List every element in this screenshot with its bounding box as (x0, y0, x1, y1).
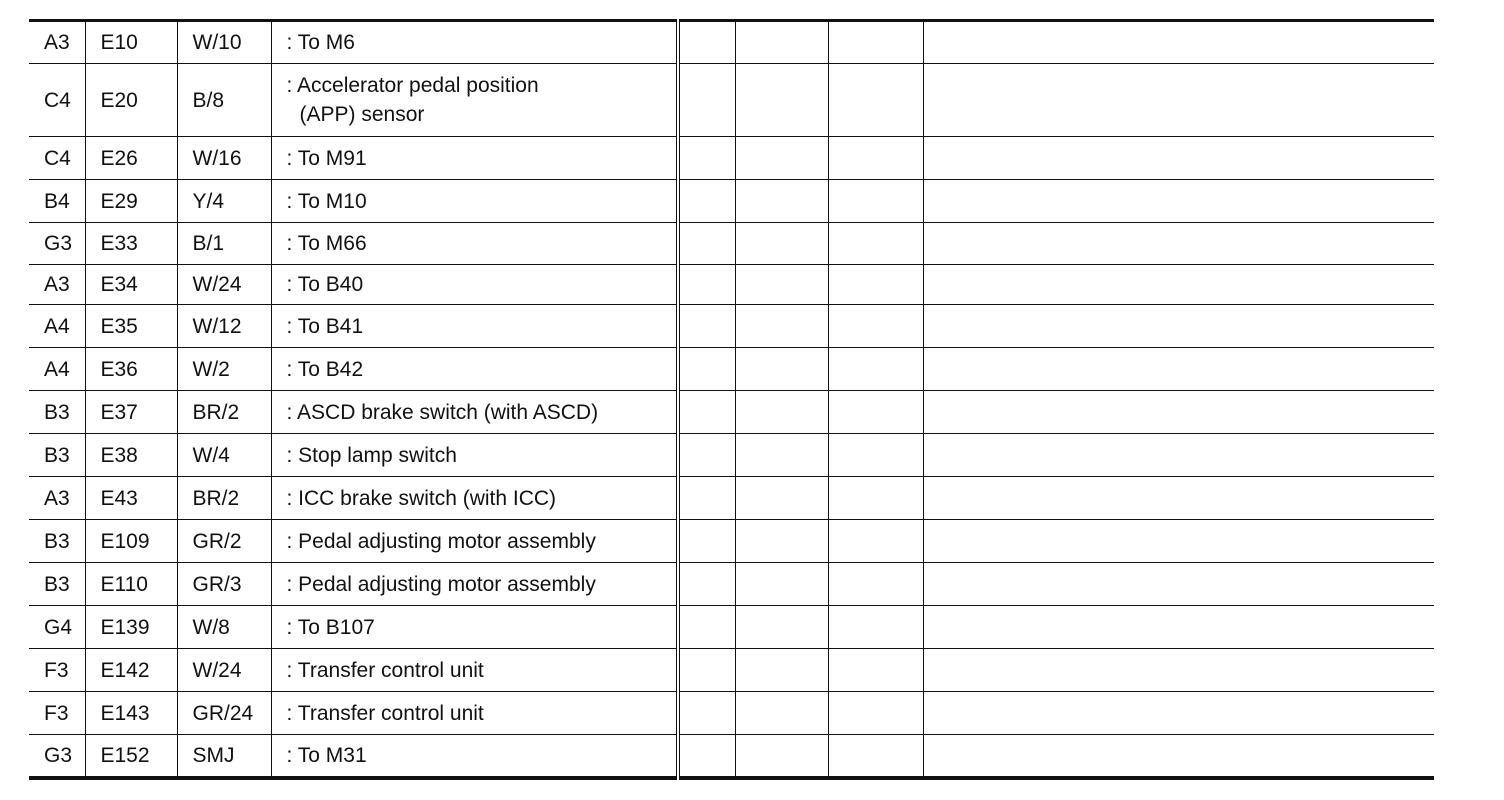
description-text-line2: (APP) sensor (299, 103, 425, 126)
connector-number-cell: E110 (85, 563, 177, 606)
description-cell (271, 137, 678, 180)
table-row (29, 348, 1434, 391)
empty-type-cell (828, 649, 923, 692)
empty-type-cell (828, 223, 923, 265)
grid-ref-cell: B3 (29, 520, 85, 563)
empty-grid-cell (678, 606, 735, 649)
description-cell (271, 64, 678, 137)
connector-type-cell: W/8 (177, 606, 271, 649)
empty-grid-cell (678, 477, 735, 520)
empty-description-cell (923, 265, 1434, 305)
description-cell (271, 21, 678, 64)
empty-connector-cell (735, 649, 828, 692)
empty-connector-cell (735, 305, 828, 348)
description-text: : Accelerator pedal position (286, 74, 539, 97)
table-row (29, 692, 1434, 735)
connector-type-cell: W/2 (177, 348, 271, 391)
description-text: : To M10 (286, 189, 367, 213)
description-cell (271, 434, 678, 477)
empty-connector-cell (735, 477, 828, 520)
connector-type-cell: B/8 (177, 64, 271, 137)
connector-number-cell: E43 (85, 477, 177, 520)
empty-description-cell (923, 434, 1434, 477)
grid-ref-cell: C4 (29, 137, 85, 180)
empty-description-cell (923, 477, 1434, 520)
description-cell (271, 180, 678, 223)
description-text: : To M91 (286, 146, 367, 170)
empty-type-cell (828, 21, 923, 64)
empty-grid-cell (678, 391, 735, 434)
empty-grid-cell (678, 735, 735, 778)
table-row (29, 265, 1434, 305)
table-row (29, 180, 1434, 223)
empty-connector-cell (735, 391, 828, 434)
grid-ref-cell: B3 (29, 563, 85, 606)
empty-description-cell (923, 137, 1434, 180)
description-cell (271, 649, 678, 692)
connector-number-cell: E20 (85, 64, 177, 137)
empty-description-cell (923, 563, 1434, 606)
connector-type-cell: B/1 (177, 223, 271, 265)
grid-ref-cell: A4 (29, 348, 85, 391)
empty-type-cell (828, 137, 923, 180)
connector-number-cell: E37 (85, 391, 177, 434)
empty-description-cell (923, 391, 1434, 434)
empty-connector-cell (735, 348, 828, 391)
description-text: : Transfer control unit (286, 658, 484, 682)
connector-type-cell: GR/2 (177, 520, 271, 563)
connector-type-cell: GR/3 (177, 563, 271, 606)
empty-grid-cell (678, 223, 735, 265)
empty-description-cell (923, 520, 1434, 563)
grid-ref-cell: F3 (29, 649, 85, 692)
empty-grid-cell (678, 137, 735, 180)
empty-type-cell (828, 391, 923, 434)
empty-connector-cell (735, 137, 828, 180)
empty-connector-cell (735, 606, 828, 649)
description-text: : ASCD brake switch (with ASCD) (286, 400, 599, 424)
table-row (29, 391, 1434, 434)
empty-type-cell (828, 265, 923, 305)
empty-connector-cell (735, 64, 828, 137)
empty-description-cell (923, 348, 1434, 391)
empty-connector-cell (735, 223, 828, 265)
empty-type-cell (828, 692, 923, 735)
empty-grid-cell (678, 692, 735, 735)
grid-ref-cell: B3 (29, 391, 85, 434)
empty-grid-cell (678, 305, 735, 348)
description-cell (271, 265, 678, 305)
description-cell (271, 692, 678, 735)
connector-number-cell: E10 (85, 21, 177, 64)
grid-ref-cell: A3 (29, 265, 85, 305)
connector-type-cell: GR/24 (177, 692, 271, 735)
description-cell (271, 223, 678, 265)
description-text: : To B107 (286, 615, 375, 639)
connector-type-cell: W/10 (177, 21, 271, 64)
connector-number-cell: E34 (85, 265, 177, 305)
connector-number-cell: E142 (85, 649, 177, 692)
grid-ref-cell: G3 (29, 735, 85, 778)
connector-type-cell: W/24 (177, 649, 271, 692)
empty-type-cell (828, 180, 923, 223)
empty-connector-cell (735, 520, 828, 563)
empty-connector-cell (735, 180, 828, 223)
connector-type-cell: Y/4 (177, 180, 271, 223)
connector-number-cell: E139 (85, 606, 177, 649)
description-text: : To B40 (286, 273, 364, 296)
description-text: : Pedal adjusting motor assembly (286, 529, 596, 553)
empty-grid-cell (678, 180, 735, 223)
connector-type-cell: BR/2 (177, 477, 271, 520)
table-row (29, 477, 1434, 520)
description-text: : To M66 (286, 232, 367, 255)
table-row (29, 137, 1434, 180)
description-cell (271, 477, 678, 520)
table-row (29, 649, 1434, 692)
connector-type-cell: W/12 (177, 305, 271, 348)
grid-ref-cell: C4 (29, 64, 85, 137)
grid-ref-cell: B3 (29, 434, 85, 477)
empty-type-cell (828, 64, 923, 137)
grid-ref-cell: G3 (29, 223, 85, 265)
connector-type-cell: W/4 (177, 434, 271, 477)
empty-type-cell (828, 606, 923, 649)
empty-description-cell (923, 305, 1434, 348)
empty-description-cell (923, 692, 1434, 735)
empty-type-cell (828, 477, 923, 520)
grid-ref-cell: A3 (29, 477, 85, 520)
table-row (29, 305, 1434, 348)
table-row (29, 223, 1434, 265)
description-text: : ICC brake switch (with ICC) (286, 486, 557, 510)
connector-number-cell: E109 (85, 520, 177, 563)
connector-list-body (29, 21, 1434, 778)
table-row (29, 606, 1434, 649)
empty-grid-cell (678, 563, 735, 606)
table-row (29, 520, 1434, 563)
connector-number-cell: E143 (85, 692, 177, 735)
description-cell (271, 391, 678, 434)
description-text: : To B41 (286, 314, 364, 338)
empty-grid-cell (678, 21, 735, 64)
description-text: : Transfer control unit (286, 701, 484, 725)
connector-type-cell: BR/2 (177, 391, 271, 434)
connector-type-cell: W/24 (177, 265, 271, 305)
empty-connector-cell (735, 434, 828, 477)
empty-connector-cell (735, 265, 828, 305)
description-cell (271, 563, 678, 606)
empty-type-cell (828, 735, 923, 778)
empty-grid-cell (678, 348, 735, 391)
description-cell (271, 606, 678, 649)
connector-list-table (29, 19, 1434, 780)
connector-number-cell: E29 (85, 180, 177, 223)
empty-connector-cell (735, 563, 828, 606)
table-row (29, 21, 1434, 64)
description-cell (271, 520, 678, 563)
description-text: : To M31 (286, 743, 367, 767)
empty-grid-cell (678, 64, 735, 137)
empty-description-cell (923, 64, 1434, 137)
connector-type-cell: SMJ (177, 735, 271, 778)
empty-description-cell (923, 606, 1434, 649)
empty-type-cell (828, 520, 923, 563)
empty-description-cell (923, 21, 1434, 64)
empty-type-cell (828, 305, 923, 348)
empty-description-cell (923, 735, 1434, 778)
empty-grid-cell (678, 649, 735, 692)
table-row (29, 64, 1434, 137)
connector-type-cell: W/16 (177, 137, 271, 180)
table-row (29, 434, 1434, 477)
description-cell (271, 305, 678, 348)
table-row (29, 735, 1434, 778)
table-row (29, 563, 1434, 606)
empty-connector-cell (735, 692, 828, 735)
grid-ref-cell: F3 (29, 692, 85, 735)
grid-ref-cell: G4 (29, 606, 85, 649)
connector-number-cell: E152 (85, 735, 177, 778)
empty-grid-cell (678, 520, 735, 563)
grid-ref-cell: A3 (29, 21, 85, 64)
empty-connector-cell (735, 735, 828, 778)
empty-description-cell (923, 180, 1434, 223)
empty-description-cell (923, 223, 1434, 265)
empty-connector-cell (735, 21, 828, 64)
description-cell (271, 348, 678, 391)
connector-number-cell: E33 (85, 223, 177, 265)
connector-number-cell: E26 (85, 137, 177, 180)
description-text: : Stop lamp switch (286, 443, 457, 467)
description-cell (271, 735, 678, 778)
grid-ref-cell: B4 (29, 180, 85, 223)
description-text: : To M6 (286, 31, 355, 54)
grid-ref-cell: A4 (29, 305, 85, 348)
description-text: : Pedal adjusting motor assembly (286, 572, 596, 596)
empty-type-cell (828, 434, 923, 477)
empty-grid-cell (678, 434, 735, 477)
empty-description-cell (923, 649, 1434, 692)
connector-number-cell: E35 (85, 305, 177, 348)
empty-type-cell (828, 348, 923, 391)
connector-number-cell: E36 (85, 348, 177, 391)
empty-type-cell (828, 563, 923, 606)
description-text: : To B42 (286, 357, 364, 381)
empty-grid-cell (678, 265, 735, 305)
connector-number-cell: E38 (85, 434, 177, 477)
